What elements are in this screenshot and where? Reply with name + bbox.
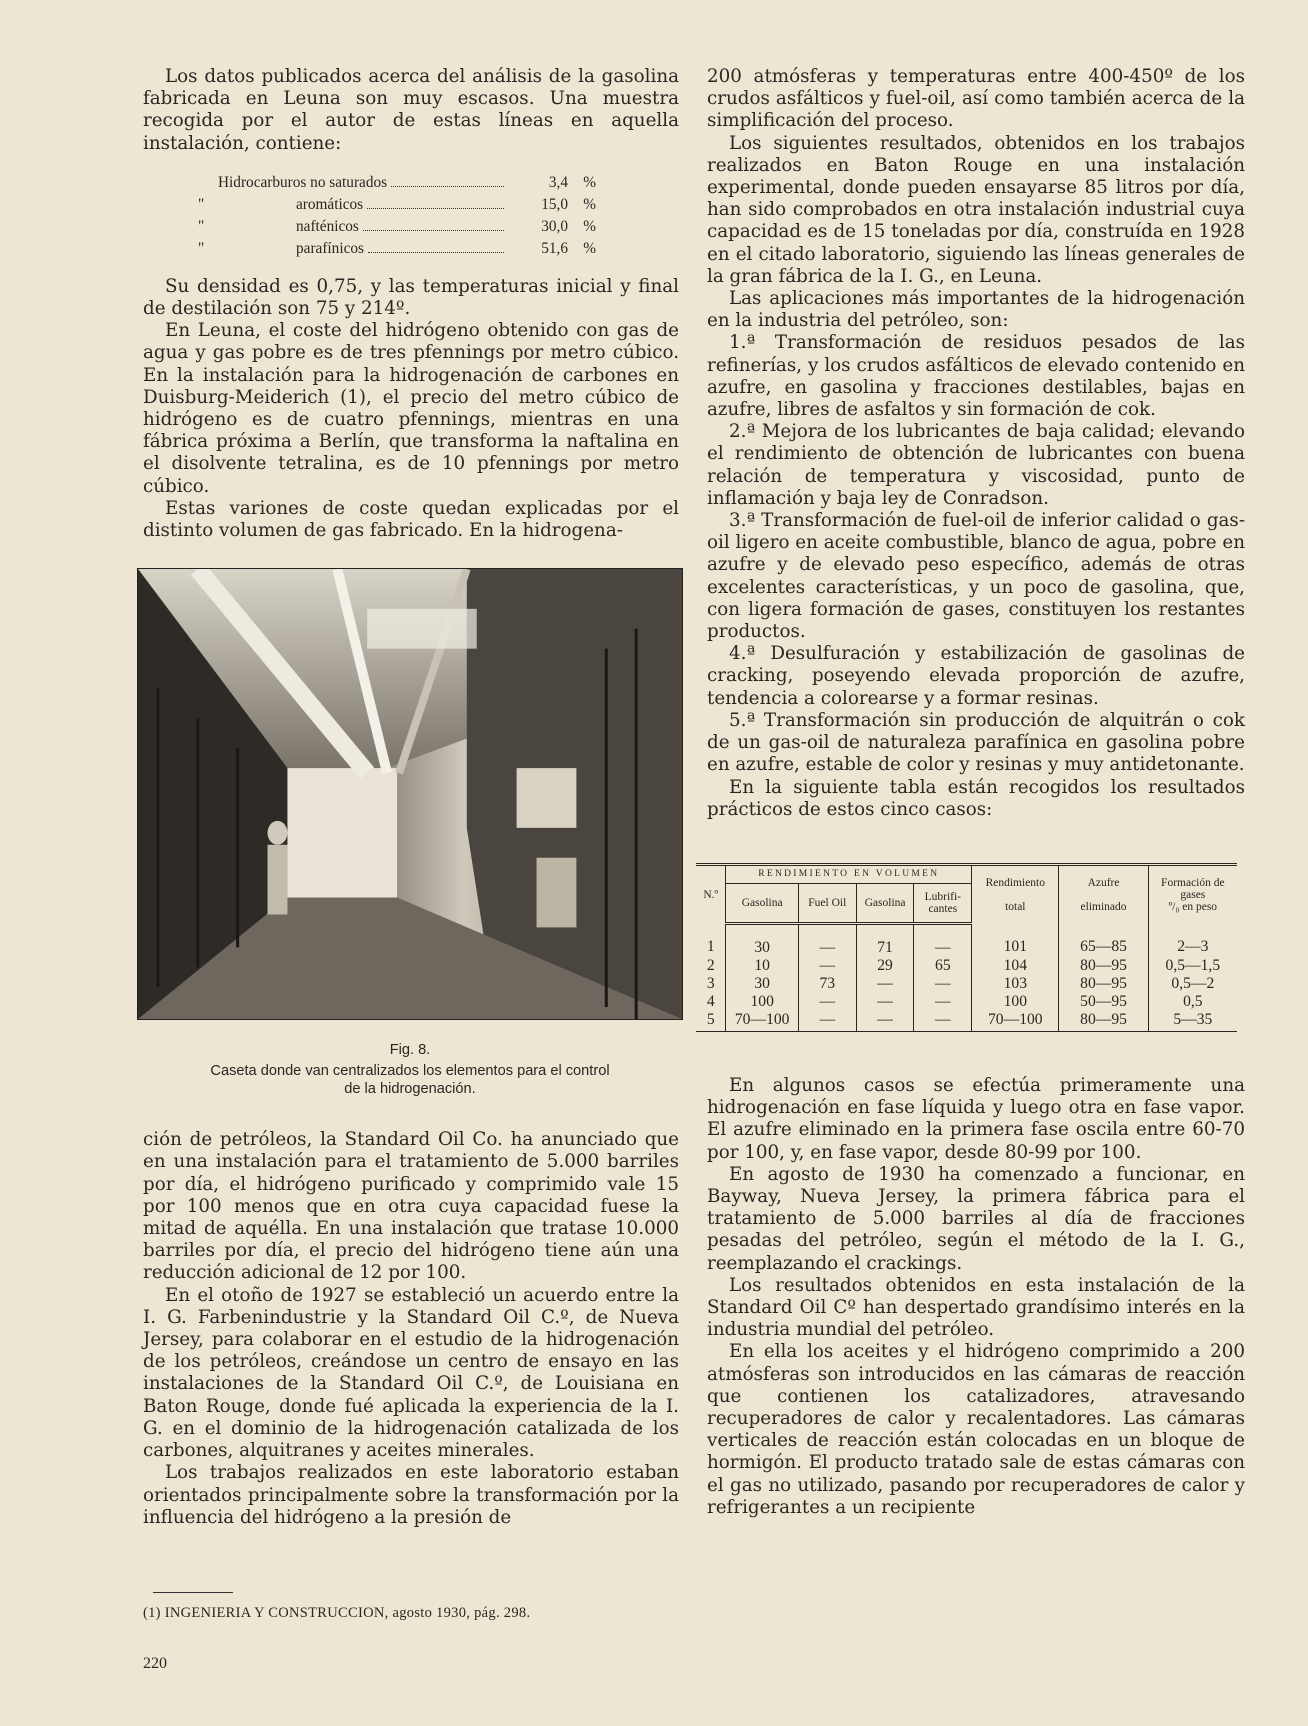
col-header-azufre: Azufre eliminado (1059, 864, 1148, 923)
paragraph: 200 atmósferas y temperaturas entre 400-450º de los crudos asfálticos y fuel-oil, así como también acerca de la simplificación del proceso. (707, 66, 1245, 132)
col-header-gases: Formación de gases º/₀ en peso (1148, 864, 1237, 923)
paragraph: Su densidad es 0,75, y las temperaturas inicial y final de destilación son 75 y 214º. (143, 275, 679, 320)
composition-value: 3,4 (548, 173, 568, 191)
paragraph: En la siguiente tabla están recogidos los resultados prácticos de estos cinco casos: (707, 776, 1245, 820)
composition-name: Hidrocarburos no saturados (218, 173, 388, 191)
paragraph: Los trabajos realizados en este laboratorio estaban orientados principalmente sobre la transformación por la influencia del hidrógeno a la presión de (143, 1462, 679, 1528)
list-item: 2.ª Mejora de los lubricantes de baja calidad; elevando el rendimiento de obtención de lubricantes con buena relación de temperatura y viscosidad, punto de inflamación y baja ley de Conradson. (707, 421, 1245, 509)
composition-value: 30,0 (541, 217, 568, 235)
left-column (143, 66, 679, 1529)
paragraph: Los resultados obtenidos en esta instalación de la Standard Oil Cº han despertado grandísimo interés en la industria mundial del petróleo. (707, 1274, 1245, 1341)
composition-value: 51,6 (541, 239, 568, 257)
list-item: 4.ª Desulfuración y estabilización de gasolinas de cracking, poseyendo elevada proporción de azufre, tendencia a colorearse y a formar resinas. (707, 643, 1245, 709)
footnote-rule (153, 1592, 233, 1593)
footnote-area (143, 1592, 679, 1622)
paragraph: Estas variones de coste quedan explicadas por el distinto volumen de gas fabricado. En la hidrogena- (143, 497, 679, 542)
paragraph: Las aplicaciones más importantes de la hidrogenación en la industria del petróleo, son: (707, 288, 1245, 332)
page-number: 220 (143, 1655, 167, 1672)
composition-name: aromáticos (296, 195, 364, 213)
composition-unit: % (583, 217, 596, 235)
composition-unit: % (583, 195, 596, 213)
figure-number: Fig. 8. (389, 1042, 431, 1059)
right-column (703, 66, 1245, 1519)
list-item: 3.ª Transformación de fuel-oil de inferior calidad o gas-oil ligero en aceite combustible, blanco de agua, pobre en azufre y de elevado peso específico, además de otras excelentes características, y un poco de gasolina, que, con ligera formación de gases, constituyen los restantes productos. (707, 510, 1245, 643)
table-row: 2 10 — 29 65 104 80—95 0,5—1,5 (696, 957, 1237, 975)
paragraph: ción de petróleos, la Standard Oil Co. ha anunciado que en una instalación para el tratamiento de 5.000 barriles por día, el hidrógeno purificado y comprimido vale 15 por 100 menos que en otra cuya capacidad fuese la mitad de aquélla. En una instalación que tratase 10.000 barriles por día, el precio del hidrógeno tiene aún una reducción adicional de 12 por 100. (143, 1129, 679, 1284)
table-row: 5 70—100 — — — 70—100 80—95 5—35 (696, 1011, 1237, 1032)
composition-unit: % (583, 173, 596, 191)
col-header-lubricantes: Lubrifi- cantes (914, 883, 972, 923)
composition-row (198, 238, 596, 260)
composition-unit: % (583, 239, 596, 257)
figure-caption: Caseta donde van centralizados los elementos para el control de la hidrogenación. (210, 1063, 610, 1098)
left-bottom-text (143, 1129, 679, 1529)
table-row: 3 30 73 — — 103 80—95 0,5—2 (696, 975, 1237, 993)
composition-value: 15,0 (541, 195, 568, 213)
control-room-photo (137, 568, 683, 1020)
col-header-fueloil: Fuel Oil (798, 883, 856, 923)
col-header-gasolina: Gasolina (726, 883, 798, 923)
paragraph: Los datos publicados acerca del análisis de la gasolina fabricada en Leuna son muy escasos. Una muestra recogida por el autor de estas líneas en aquella instalación, contiene: (143, 66, 679, 154)
paragraph: En agosto de 1930 ha comenzado a funcionar, en Bayway, Nueva Jersey, la primera fábrica para el tratamiento de 5.000 barriles al día de fracciones pesadas del petróleo, según el método de la I. G., reemplazando el crackings. (707, 1163, 1245, 1274)
right-bottom-text (707, 1075, 1245, 1519)
col-header-gasolina2: Gasolina (856, 883, 914, 923)
table-row: 1 30 — 71 — 101 65—85 2—3 (696, 923, 1237, 957)
col-header-group: RENDIMIENTO EN VOLUMEN (726, 864, 972, 883)
paragraph: En el otoño de 1927 se estableció un acuerdo entre la I. G. Farbenindustrie y la Standard Oil C.º, de Nueva Jersey, para colaborar en el estudio de la hidrogenación de los petróleos, creándose un centro de ensayo en las instalaciones de la Standard Oil C.º, de Louisiana en Baton Rouge, donde fué aplicada la experiencia de la I. G. en el dominio de la hidrogenación catalizada de los carbones, alquitranes y aceites minerales. (143, 1284, 679, 1462)
list-item: 5.ª Transformación sin producción de alquitrán o cok de un gas-oil de naturaleza parafínica en gasolina pobre en azufre, estable de color y resinas y muy antidetonante. (707, 709, 1245, 776)
leader-dots (363, 230, 504, 231)
col-header-total: Rendimiento total (972, 864, 1059, 923)
footnote: (1) INGENIERIA Y CONSTRUCCION, agosto 1930, pág. 298. (143, 1605, 531, 1621)
composition-name: parafínicos (296, 239, 364, 257)
results-table (696, 863, 1237, 1032)
col-header-no: N.º (696, 864, 726, 923)
ditto-mark: " (198, 239, 205, 257)
paragraph: En Leuna, el coste del hidrógeno obtenido con gas de agua y gas pobre es de tres pfennings por metro cúbico. En la instalación para la hidrogenación de carbones en Duisburg-Meiderich (1), el precio del metro cúbico de hidrógeno es de cuatro pfennings, mientras en una fábrica próxima a Berlín, que transforma la naftalina en el disolvente tetralina, es de 10 pfennings por metro cúbico. (143, 320, 679, 497)
leader-dots (391, 186, 504, 187)
paragraph: Los siguientes resultados, obtenidos en los trabajos realizados en Baton Rouge en una instalación experimental, donde pueden ensayarse 85 litros por día, han sido comprobados en otra instalación industrial cuya capacidad es de 15 toneladas por día, construída en 1928 en el citado laboratorio, siguiendo las líneas generales de la gran fábrica de la I. G., en Leuna. (707, 132, 1245, 287)
ditto-mark: " (198, 195, 205, 213)
figure (137, 568, 683, 1098)
table-row: 4 100 — — — 100 50—95 0,5 (696, 993, 1237, 1011)
leader-dots (368, 252, 504, 253)
paragraph: En ella los aceites y el hidrógeno comprimido a 200 atmósferas son introducidos en las cámaras de reacción que contienen los catalizadores, atravesando recuperadores de calor y recalentadores. Las cámaras verticales de reacción están colocadas en un bloque de hormigón. El producto tratado sale de estas cámaras con el gas no utilizado, pasando por recuperadores de calor y refrigerantes a un recipiente (707, 1341, 1245, 1518)
composition-list (198, 172, 596, 260)
ditto-mark: " (198, 217, 205, 235)
composition-row (198, 172, 596, 194)
leader-dots (367, 208, 504, 209)
composition-row (198, 216, 596, 238)
list-item: 1.ª Transformación de residuos pesados de las refinerías, y los crudos asfálticos de elevado contenido en azufre, en gasolina y fracciones destilables, bajas en azufre, libres de asfaltos y sin formación de cok. (707, 332, 1245, 421)
paragraph: En algunos casos se efectúa primeramente una hidrogenación en fase líquida y luego otra en fase vapor. El azufre eliminado en la primera fase oscila entre 60-70 por 100, y, en fase vapor, desde 80-99 por 100. (707, 1074, 1245, 1163)
composition-row (198, 194, 596, 216)
composition-name: nafténicos (296, 217, 359, 235)
